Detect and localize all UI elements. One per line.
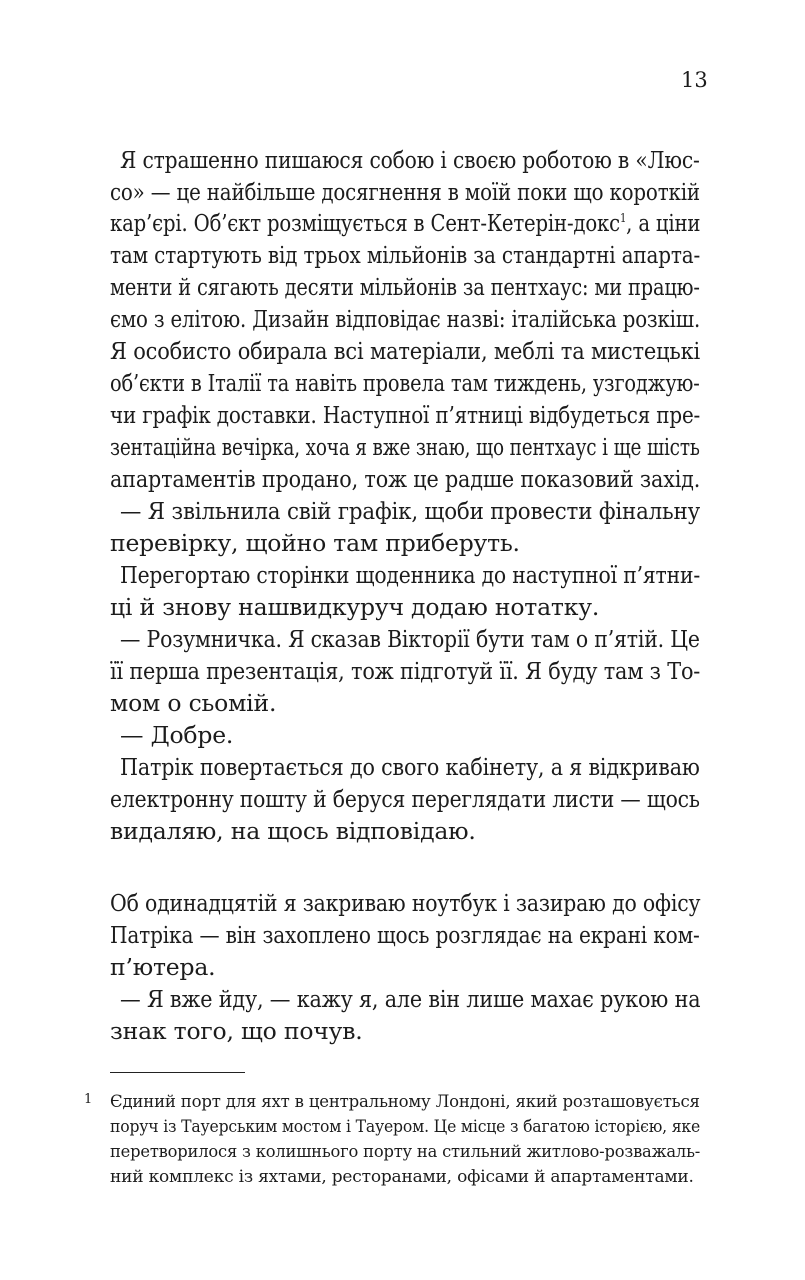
body-line: — Добре. — [120, 721, 234, 749]
body-line: знак того, що почув. — [110, 1017, 363, 1045]
footnote-divider — [110, 1072, 245, 1073]
body-line: Об одинадцятій я закриваю ноутбук і зазираю до офісу — [110, 889, 701, 917]
body-line: — Я звільнила свій графік, щоби провести фінальну — [120, 497, 700, 525]
body-line: ці й знову нашвидкуруч додаю нотатку. — [110, 593, 600, 621]
body-line: менти й сягають десяти мільйонів за пентхаус: ми працю- — [110, 273, 700, 301]
body-line: перевірку, щойно там приберуть. — [110, 529, 520, 557]
footnote-line: перетворилося з колишнього порту на стильний житлово-розважаль- — [110, 1142, 701, 1162]
body-line: зентаційна вечірка, хоча я вже знаю, що пентхаус і ще шість — [110, 433, 700, 461]
body-line: апартаментів продано, тож це радше показовий захід. — [110, 465, 701, 493]
body-line: видаляю, на щось відповідаю. — [110, 817, 476, 845]
body-line — [110, 207, 700, 243]
footnote-line: поруч із Тауерським мостом і Тауером. Це місце з багатою історією, яке — [110, 1117, 701, 1137]
footnote-marker: 1 — [84, 1092, 93, 1107]
footnote-line: Єдиний порт для яхт в центральному Лондоні, який розташовується — [110, 1092, 700, 1112]
body-line: її перша презентація, тож підготуй її. Я буду там з То- — [110, 657, 701, 685]
body-line-tail: , а ціни — [626, 209, 701, 237]
body-line: Я страшенно пишаюся собою і своєю роботою в «Люс- — [120, 146, 700, 174]
body-line: об’єкти в Італії та навіть провела там тиждень, узгоджую- — [110, 369, 700, 397]
body-line: п’ютера. — [110, 953, 216, 981]
body-line-text: кар’єрі. Об’єкт розміщується в Сент-Кетерін-докс — [110, 209, 620, 237]
body-line: електронну пошту й беруся переглядати листи — щось — [110, 785, 700, 813]
body-line: ємо з елітою. Дизайн відповідає назві: італійська розкіш. — [110, 305, 701, 333]
body-line: Перегортаю сторінки щоденника до наступної п’ятни- — [120, 561, 701, 589]
body-line: — Я вже йду, — кажу я, але він лише махає рукою на — [120, 985, 701, 1013]
body-line: там стартують від трьох мільйонів за стандартні апарта- — [110, 241, 701, 269]
body-line: чи графік доставки. Наступної п’ятниці відбудеться пре- — [110, 401, 701, 429]
body-line: — Розумничка. Я сказав Вікторії бути там о п’ятій. Це — [120, 625, 700, 653]
body-line: мом о сьомій. — [110, 689, 277, 717]
footnote-reference: 1 — [619, 211, 627, 225]
body-line: Патрік повертається до свого кабінету, а я відкриваю — [120, 753, 700, 781]
page-number: 13 — [681, 68, 708, 92]
body-line: Патріка — він захоплено щось розглядає на екрані ком- — [110, 921, 700, 949]
body-line: со» — це найбільше досягнення в моїй поки що короткій — [110, 178, 700, 206]
footnote-line: ний комплекс із яхтами, ресторанами, офісами й апартаментами. — [110, 1167, 694, 1187]
body-line: Я особисто обирала всі матеріали, меблі та мистецькі — [110, 337, 701, 365]
